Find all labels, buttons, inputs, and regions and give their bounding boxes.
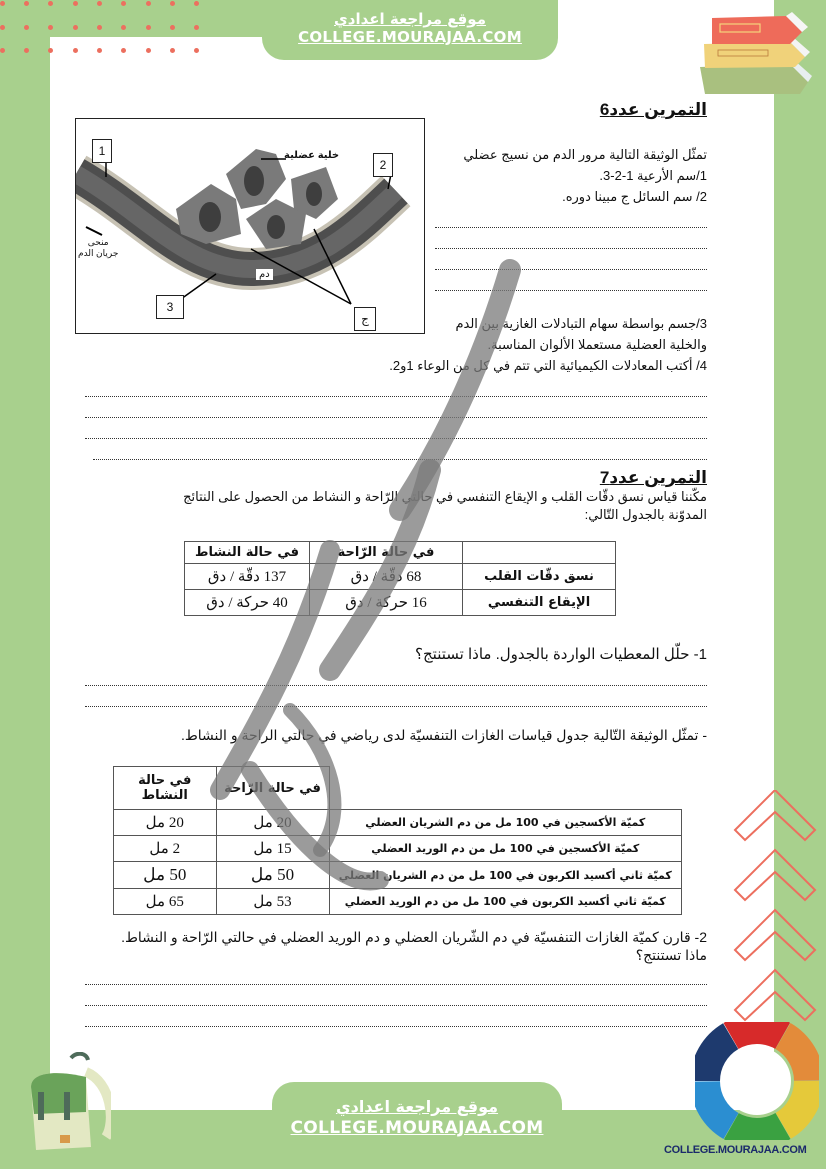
exercise6-questions: [85, 313, 707, 460]
chevron-up-stack-icon: [730, 790, 825, 1030]
table1-header-rest: في حالة الرّاحة: [310, 542, 463, 564]
exercise6-q3-line1: 3/جسم بواسطة سهام التبادلات الغازية بين الدم: [455, 316, 707, 331]
answer-line[interactable]: [435, 249, 707, 270]
table-row: [114, 862, 682, 889]
table-row: [185, 590, 616, 616]
exercise7-intro-line1: مكّننا قياس نسق دقّات القلب و الإيقاع التنفسي في حالتي الرّاحة و النشاط من الحصول على النتائج: [183, 489, 707, 504]
table-row: [114, 810, 682, 836]
exercise6-q4: 4/ أكتب المعادلات الكيميائية التي تتم في كل من الوعاء 1و2.: [389, 358, 707, 373]
table2-active-value: 20 مل: [114, 810, 217, 836]
blood-flow-label: [78, 237, 118, 259]
exercise7-q2-line1: 2- قارن كميّة الغازات التنفسيّة في دم الشّريان العضلي و دم الوريد العضلي في حالتي الرّاحة و النشاط.: [121, 929, 707, 945]
muscle-cell-label: خلية عضلية: [284, 150, 340, 161]
exercise7-section: [85, 468, 707, 524]
table2-rest-value: 20 مل: [216, 810, 329, 836]
table1-header-empty: [463, 542, 616, 564]
table1-header-active: في حالة النشاط: [185, 542, 310, 564]
table2-row-label: كميّة ثاني أكسيد الكربون في 100 مل من دم الوريد العضلي: [329, 889, 682, 915]
header-banner-arabic[interactable]: موقع مراجعة اعدادي: [334, 10, 486, 28]
table1-rest-value: 16 حركة / دق: [310, 590, 463, 616]
table2-rest-value: 15 مل: [216, 836, 329, 862]
footer-banner[interactable]: [272, 1082, 562, 1169]
blood-flow-label-line1: منحى: [87, 237, 109, 247]
table-row: [114, 836, 682, 862]
answer-line[interactable]: [85, 397, 707, 418]
exercise6-section: [435, 100, 707, 291]
exercise7-title: التمرين عدد7: [599, 468, 707, 487]
answer-line[interactable]: [85, 1006, 707, 1027]
table1-active-value: 137 دقّة / دق: [185, 564, 310, 590]
books-icon: [690, 12, 820, 97]
diagram-label-3: 3: [156, 295, 184, 319]
table2-active-value: 50 مل: [114, 862, 217, 889]
heart-breathing-table: [184, 541, 616, 616]
exercise6-q3-line2: والخلية العضلية مستعملا الألوان المناسبة.: [487, 337, 707, 352]
diagram-label-2: 2: [373, 153, 393, 177]
footer-banner-arabic[interactable]: موقع مراجعة اعدادي: [335, 1097, 499, 1116]
table2-rest-value: 50 مل: [216, 862, 329, 889]
table2-row-label: كميّة الأكسجين في 100 مل من دم الشريان العضلي: [329, 810, 682, 836]
table-row: [114, 889, 682, 915]
header-banner-url[interactable]: COLLEGE.MOURAJAA.COM: [298, 28, 522, 46]
exercise7-q2-line2: ماذا تستنتج؟: [635, 947, 707, 963]
answer-line[interactable]: [85, 418, 707, 439]
blood-muscle-diagram: [75, 118, 425, 334]
footer-banner-url[interactable]: COLLEGE.MOURAJAA.COM: [290, 1118, 544, 1138]
answer-line[interactable]: [435, 207, 707, 228]
answer-line[interactable]: [85, 985, 707, 1006]
diagram-label-j: ج: [354, 307, 376, 331]
diagram-label-1: 1: [92, 139, 112, 163]
backpack-icon: [16, 1052, 111, 1157]
exercise6-title: التمرين عدد6: [599, 100, 707, 119]
answer-line[interactable]: [435, 228, 707, 249]
capillary-illustration: [76, 119, 424, 333]
blood-label: دم: [256, 269, 273, 280]
respiratory-gases-table: [113, 766, 682, 915]
exercise7-q2-block: [85, 928, 707, 1027]
exercise6-q1: 1/سم الأرعية 1-2-3.: [599, 168, 707, 183]
exercise7-doc2-intro: - تمثّل الوثيقة التّالية جدول قياسات الغازات التنفسيّة لدى رياضي في حالتي الراحة و النشاط.: [180, 727, 707, 743]
answer-line[interactable]: [435, 270, 707, 291]
exercise7-q1-block: [85, 644, 707, 746]
table2-header-empty: [329, 767, 682, 810]
exercise6-q2: 2/ سم السائل ج مبينا دوره.: [562, 189, 707, 204]
subjects-wheel-icon: [695, 1022, 819, 1140]
exercise7-intro-line2: المدوّنة بالجدول التّالي:: [584, 507, 707, 522]
answer-line[interactable]: [93, 439, 707, 460]
answer-line[interactable]: [85, 686, 707, 707]
table1-rest-value: 68 دقّة / دق: [310, 564, 463, 590]
site-logo-label[interactable]: COLLEGE.MOURAJAA.COM: [664, 1144, 807, 1156]
table2-active-value: 65 مل: [114, 889, 217, 915]
exercise7-q1: 1- حلّل المعطيات الواردة بالجدول. ماذا تستنتج؟: [415, 646, 707, 663]
table-row: [185, 564, 616, 590]
answer-line[interactable]: [85, 964, 707, 985]
table1-row-label: الإيقاع التنفسي: [463, 590, 616, 616]
table2-rest-value: 53 مل: [216, 889, 329, 915]
table2-row-label: كميّة ثاني أكسيد الكربون في 100 مل من دم الشريان العضلي: [329, 862, 682, 889]
table2-header-rest: في حالة الرّاحة: [216, 767, 329, 810]
table2-header-active: في حالة النشاط: [114, 767, 217, 810]
answer-line[interactable]: [85, 376, 707, 397]
table2-row-label: كميّة الأكسجين في 100 مل من دم الوريد العضلي: [329, 836, 682, 862]
exercise6-intro: تمثّل الوثيقة التالية مرور الدم من نسيج عضلي: [463, 147, 707, 162]
blood-flow-label-line2: جريان الدم: [78, 248, 119, 258]
table1-active-value: 40 حركة / دق: [185, 590, 310, 616]
frame-left-border: [0, 0, 50, 1169]
header-banner[interactable]: [262, 0, 558, 60]
table2-active-value: 2 مل: [114, 836, 217, 862]
table1-row-label: نسق دقّات القلب: [463, 564, 616, 590]
decorative-dots: [0, 0, 200, 52]
answer-line[interactable]: [85, 665, 707, 686]
